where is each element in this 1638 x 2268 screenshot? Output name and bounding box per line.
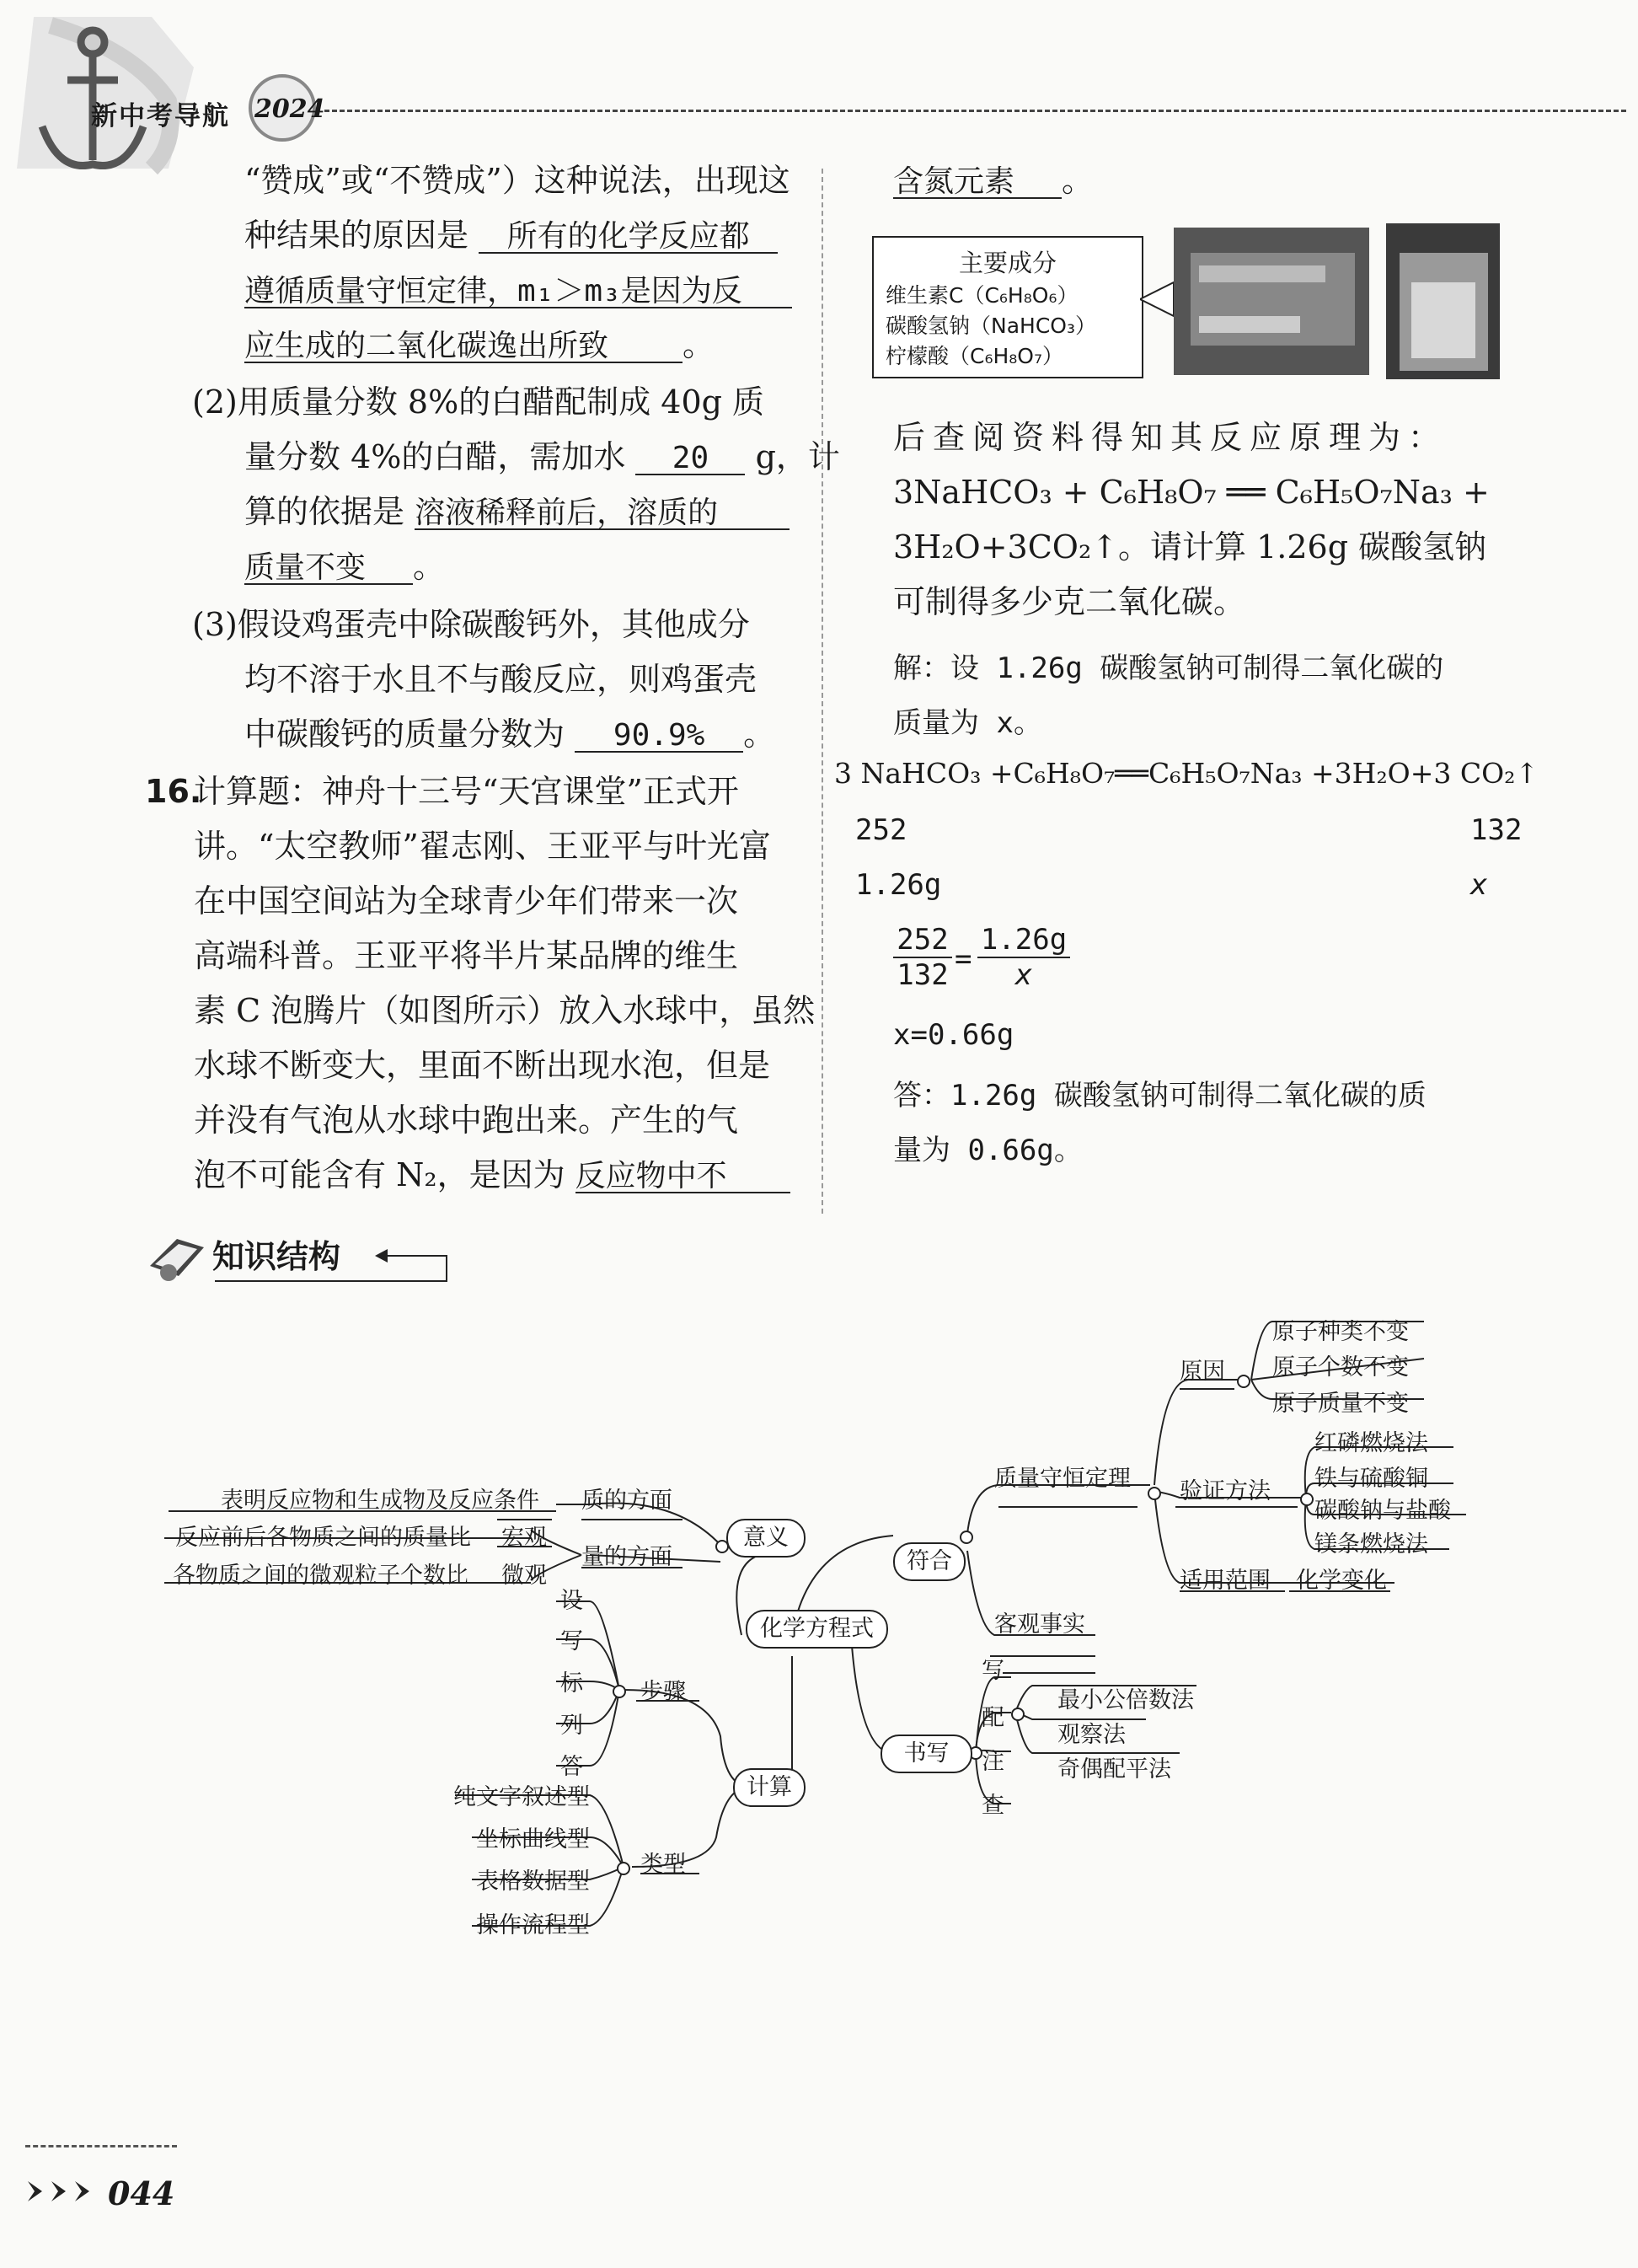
- reaction-equation-line1: 3NaHCO₃ + C₆H₈O₇ ══ C₆H₅O₇Na₃ +: [893, 474, 1490, 511]
- series-title: 新中考导航: [91, 101, 230, 131]
- ingredient-title: 主要成分: [958, 249, 1057, 277]
- solution-equation: 3 NaHCO₃ +C₆H₈O₇══C₆H₅O₇Na₃ +3H₂O+3 CO₂↑: [834, 757, 1539, 790]
- q15-text-line: [244, 274, 792, 308]
- q16-text-line: 在中国空间站为全球青少年们带来一次: [194, 882, 739, 920]
- q3-text-line: (3)假设鸡蛋壳中除碳酸钙外，其他成分: [192, 606, 750, 643]
- solution-text: 解：设 1.26g 碳酸氢钠可制得二氧化碳的: [893, 651, 1444, 685]
- q16-text-line: [194, 1156, 790, 1193]
- q16-text-line: 素 C 泡腾片（如图所示）放入水球中，虽然: [194, 992, 816, 1029]
- node-yz4: 镁条燃烧法: [1314, 1531, 1428, 1558]
- q16-text-line: 并没有气泡从水球中跑出来。产生的气: [194, 1102, 739, 1139]
- node-sx1: 写: [982, 1658, 1004, 1684]
- fraction-equals: =: [955, 942, 972, 976]
- q2-answer-basis1: 溶液稀释前后，溶质的: [415, 498, 790, 530]
- q2-prefix: 量分数 4%的白醋，需加水: [244, 438, 626, 475]
- ingredient-item: 柠檬酸（C₆H₈O₇）: [886, 344, 1063, 368]
- q3-answer: 90.9%: [575, 721, 743, 753]
- q3-prefix: 中碳酸钙的质量分数为: [244, 716, 565, 753]
- node-yuanyin: 原因: [1180, 1359, 1225, 1385]
- connector-dot: [617, 1862, 630, 1875]
- q16-text-line: 高端科普。王亚平将半片某品牌的维生: [194, 937, 739, 974]
- question-text: 可制得多少克二氧化碳。: [893, 583, 1246, 620]
- q16-answer-line2: 含氮元素: [893, 167, 1062, 199]
- series-year: 2024: [254, 94, 325, 124]
- q2-text-line: (2)用质量分数 8%的白醋配制成 40g 质: [192, 383, 765, 421]
- fraction-b: 1.26g x: [977, 923, 1070, 992]
- node-bz1: 设: [560, 1588, 583, 1614]
- node-sx3: 注: [982, 1749, 1004, 1775]
- node-hongguan-desc: 反应前后各物质之间的质量比: [175, 1525, 471, 1551]
- chevrons-icon: [24, 2174, 104, 2208]
- q16-text-line: 计算题：神舟十三号“天宫课堂”正式开: [194, 773, 739, 810]
- node-bz4: 列: [560, 1713, 583, 1739]
- page-number: 044: [108, 2174, 175, 2212]
- q16-answer-line1: 反应物中不: [575, 1161, 790, 1193]
- node-pei2: 观察法: [1057, 1722, 1126, 1748]
- node-yz1: 红磷燃烧法: [1314, 1430, 1428, 1456]
- q2-text-line: [244, 493, 790, 530]
- node-shuxie: 书写: [881, 1735, 972, 1773]
- node-leixing: 类型: [640, 1852, 686, 1878]
- node-lx2: 坐标曲线型: [476, 1826, 590, 1852]
- connector-dot: [1148, 1487, 1161, 1500]
- ingredient-item: 维生素C（C₆H₈O₆）: [886, 283, 1079, 308]
- node-pei1: 最小公倍数法: [1057, 1687, 1194, 1713]
- book-icon: [150, 1239, 204, 1281]
- q3-text-line: 均不溶于水且不与酸反应，则鸡蛋壳: [244, 661, 757, 698]
- reaction-equation-line2: 3H₂O+3CO₂↑。请计算 1.26g 碳酸氢钠: [893, 528, 1487, 566]
- node-buzhou: 步骤: [640, 1679, 686, 1705]
- q15-text-line: [244, 326, 715, 363]
- connector-dot: [1011, 1708, 1025, 1721]
- q3-text-line: 中碳酸钙的质量分数为 90.9% 。: [244, 716, 776, 753]
- node-center: 化学方程式: [746, 1610, 888, 1649]
- q15-text-line: [244, 219, 778, 254]
- connector-dot: [1300, 1493, 1314, 1506]
- node-yy1: 原子种类不变: [1272, 1319, 1409, 1345]
- node-yz3: 碳酸钠与盐酸: [1314, 1498, 1451, 1524]
- q2-basis-prefix: 算的依据是: [244, 493, 405, 530]
- reaction-intro: 后查阅资料得知其反应原理为：: [893, 419, 1448, 456]
- q15-period: 。: [682, 326, 715, 363]
- node-zlsh: 质量守恒定理: [994, 1466, 1131, 1492]
- node-yiyi: 意义: [726, 1519, 806, 1558]
- node-pei3: 奇偶配平法: [1057, 1756, 1171, 1783]
- node-keguan: 客观事实: [994, 1611, 1085, 1638]
- section-title: 知识结构: [212, 1238, 341, 1275]
- ingredient-box: [872, 236, 1143, 378]
- q16-number: 16.: [145, 773, 202, 810]
- q15-text-line: “赞成”或“不赞成”）这种说法，出现这: [244, 162, 790, 199]
- q15-prefix: 种结果的原因是: [244, 217, 469, 254]
- connector-dot: [613, 1685, 626, 1698]
- node-lx4: 操作流程型: [476, 1912, 590, 1938]
- header-divider: [324, 110, 1626, 112]
- q15-answer-line3: 应生成的二氧化碳逸出所致: [244, 331, 682, 363]
- node-lx3: 表格数据型: [476, 1869, 590, 1895]
- connector-dot: [960, 1531, 973, 1544]
- footer-divider: [25, 2145, 177, 2147]
- q16-prefix: 泡不可能含有 N₂，是因为: [194, 1156, 565, 1193]
- product-photos: [1140, 223, 1502, 379]
- q16-text-line: 水球不断变大，里面不断出现水泡，但是: [194, 1047, 771, 1084]
- q15-answer-line2: 遵循质量守恒定律，m₁＞m₃是因为反: [244, 276, 792, 308]
- node-fuhe: 符合: [893, 1542, 966, 1581]
- node-bianhua: 化学变化: [1296, 1568, 1387, 1594]
- node-yz2: 铁与硫酸铜: [1314, 1466, 1428, 1492]
- result: x=0.66g: [893, 1018, 1014, 1052]
- node-liang: 量的方面: [581, 1544, 672, 1570]
- column-separator: [822, 169, 823, 1214]
- node-bz3: 标: [560, 1670, 583, 1697]
- q2-answer-basis2: 质量不变: [244, 553, 413, 585]
- node-zhi: 质的方面: [581, 1488, 672, 1514]
- q16-text-line: 讲。“太空教师”翟志刚、王亚平与叶光富: [194, 828, 771, 865]
- node-jisuan: 计算: [733, 1768, 806, 1807]
- node-hongguan: 宏观: [501, 1525, 547, 1551]
- node-bz5: 答: [560, 1754, 583, 1780]
- solution-text: 质量为 x。: [893, 706, 1042, 740]
- node-yy2: 原子个数不变: [1272, 1354, 1409, 1381]
- molar-mass-co2: 132: [1470, 813, 1523, 847]
- answer-text: 答：1.26g 碳酸氢钠可制得二氧化碳的质: [893, 1079, 1427, 1113]
- node-bz2: 写: [560, 1628, 583, 1654]
- answer-text: 量为 0.66g。: [893, 1134, 1083, 1167]
- q2-text-line: [244, 438, 840, 475]
- node-sx2: 配: [982, 1705, 1004, 1731]
- fraction-a: 252 132: [893, 923, 952, 992]
- q2-unit: g，计: [755, 438, 840, 475]
- connector-dot: [1237, 1375, 1250, 1388]
- unknown-mass: x: [1470, 868, 1488, 902]
- node-yanzheng: 验证方法: [1180, 1478, 1271, 1504]
- node-zhi-desc: 表明反应物和生成物及反应条件: [221, 1488, 539, 1514]
- node-weiguan-desc: 各物质之间的微观粒子个数比: [173, 1563, 468, 1589]
- ingredient-item: 碳酸氢钠（NaHCO₃）: [886, 314, 1096, 338]
- q2-answer-water: 20: [635, 443, 745, 475]
- node-weiguan: 微观: [501, 1563, 547, 1589]
- node-lx1: 纯文字叙述型: [453, 1784, 590, 1810]
- q15-answer-line1: 所有的化学反应都: [479, 222, 778, 254]
- q2-text-line: 质量不变 。: [244, 548, 446, 585]
- node-sx4: 查: [982, 1793, 1004, 1819]
- molar-mass-nahco3: 252: [855, 813, 907, 847]
- node-shiyong: 适用范围: [1180, 1568, 1271, 1594]
- given-mass: 1.26g: [855, 868, 942, 902]
- node-yy3: 原子质量不变: [1272, 1391, 1409, 1417]
